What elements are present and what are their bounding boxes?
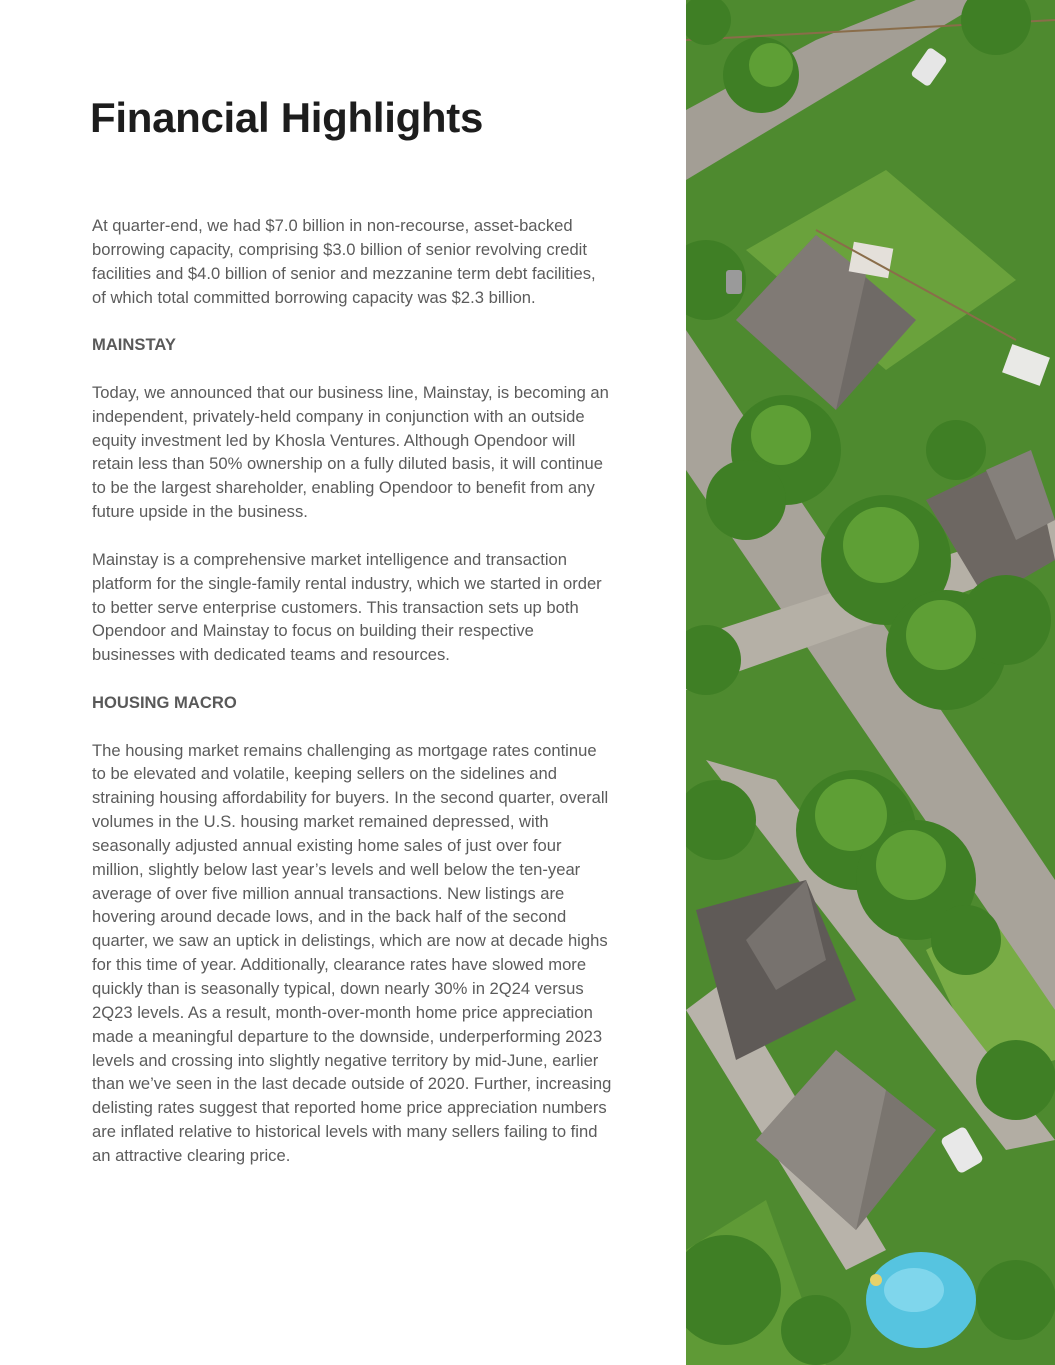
housing-macro-paragraph: The housing market remains challenging as mortgage rates continue to be elevated and volatile, keeping sellers on the sidelines and straining housing affordability for buyers. In the second quarter, overall volumes in the U.S. housing market remained depressed, with seasonally adjusted annual existing home sales of just over four million, slightly below last year’s levels and well below the ten-year average of over five million annual transactions. New listings are hovering around decade lows, and in the back half of the second quarter, we saw an uptick in delistings, which are now at decade highs for this time of year. Additionally, clearance rates have slowed more quickly than is seasonally typical, down nearly 30% in 2Q24 versus 2Q23 levels. As a result, month-over-month home price appreciation made a meaningful departure to the downside, underperforming 2023 levels and crossing into slightly negative territory by mid-June, earlier than we’ve seen in the last decade outside of 2020. Further, increasing delisting rates suggest that reported home price appreciation numbers are inflated relative to historical levels with many sellers failing to find an attractive clearing price. [92,740,612,1165]
text-column [92,88,612,1192]
page-title: Financial Highlights [90,94,484,141]
mainstay-announcement-paragraph: Today, we announced that our business line, Mainstay, is becoming an independent, privately-held company in conjunction with an outside equity investment led by Khosla Ventures. Although Opendoor will retain less than 50% ownership on a fully diluted basis, it will continue to be the largest shareholder, enabling Opendoor to benefit from any future upside in the business. [92,382,609,522]
aerial-neighborhood-photo [686,0,1055,1365]
aerial-photo-illustration [686,0,1055,1365]
mainstay-description-paragraph: Mainstay is a comprehensive market intelligence and transaction platform for the single-family rental industry, which we started in order to better serve enterprise customers. This transaction sets up both Opendoor and Mainstay to focus on building their respective businesses with dedicated teams and resources. [92,549,602,665]
borrowing-capacity-paragraph: At quarter-end, we had $7.0 billion in non-recourse, asset-backed borrowing capacity, comprising $3.0 billion of senior revolving credit facilities and $4.0 billion of senior and mezzanine term debt facilities, of which total committed borrowing capacity was $2.3 billion. [92,216,596,307]
body-text [92,214,612,1168]
housing-macro-heading: HOUSING MACRO [92,692,237,712]
mainstay-heading: MAINSTAY [92,335,176,355]
